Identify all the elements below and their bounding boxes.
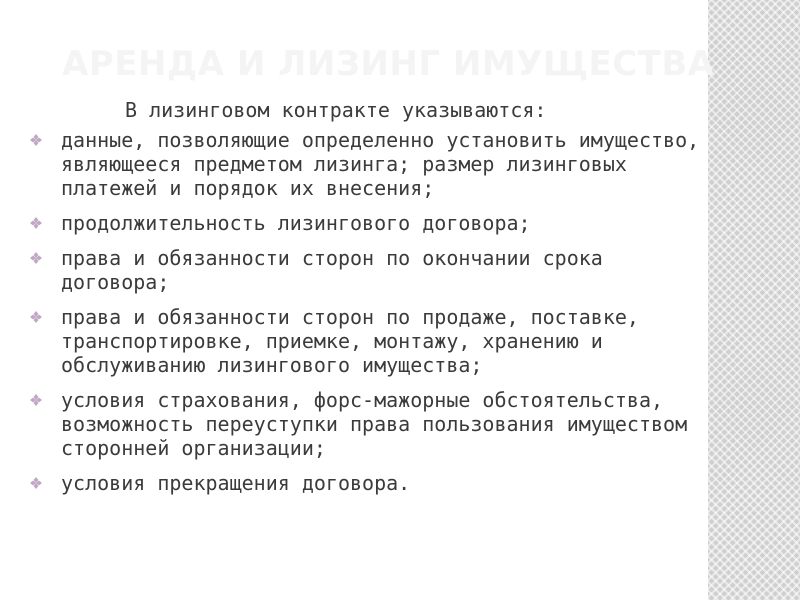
list-item-text: права и обязанности сторон по окончании срока договора; <box>61 246 603 294</box>
decorative-side-strip <box>708 0 800 600</box>
list-item <box>30 471 700 495</box>
diamond-bullet-icon <box>30 477 42 489</box>
diamond-bullet-icon <box>30 217 42 229</box>
intro-text: В лизинговом контракте указываются: <box>125 98 547 122</box>
list-item-text: права и обязанности сторон по продаже, поставке, транспортировке, приемке, монтажу, хранению и обслуживанию лизингового имущества; <box>61 305 639 377</box>
bullet-list <box>30 128 700 495</box>
slide-title: АРЕНДА И ЛИЗИНГ ИМУЩЕСТВА <box>62 44 715 84</box>
diamond-bullet-icon <box>30 252 42 264</box>
list-item-text: данные, позволяющие определенно установить имущество, являющееся предметом лизинга; размер лизинговых платежей и порядок их внесения; <box>61 128 700 200</box>
diamond-bullet-icon <box>30 394 42 406</box>
list-item-text: условия страхования, форс-мажорные обстоятельства, возможность переуступки права пользования имуществом сторонней организации; <box>61 388 688 460</box>
list-item <box>30 128 700 200</box>
diamond-bullet-icon <box>30 311 42 323</box>
diamond-bullet-icon <box>30 134 42 146</box>
list-item <box>30 305 700 377</box>
list-item <box>30 388 700 460</box>
list-item <box>30 211 700 235</box>
list-item-text: условия прекращения договора. <box>61 471 411 495</box>
list-item <box>30 246 700 294</box>
slide-body <box>30 98 700 506</box>
list-item-text: продолжительность лизингового договора; <box>61 211 531 235</box>
